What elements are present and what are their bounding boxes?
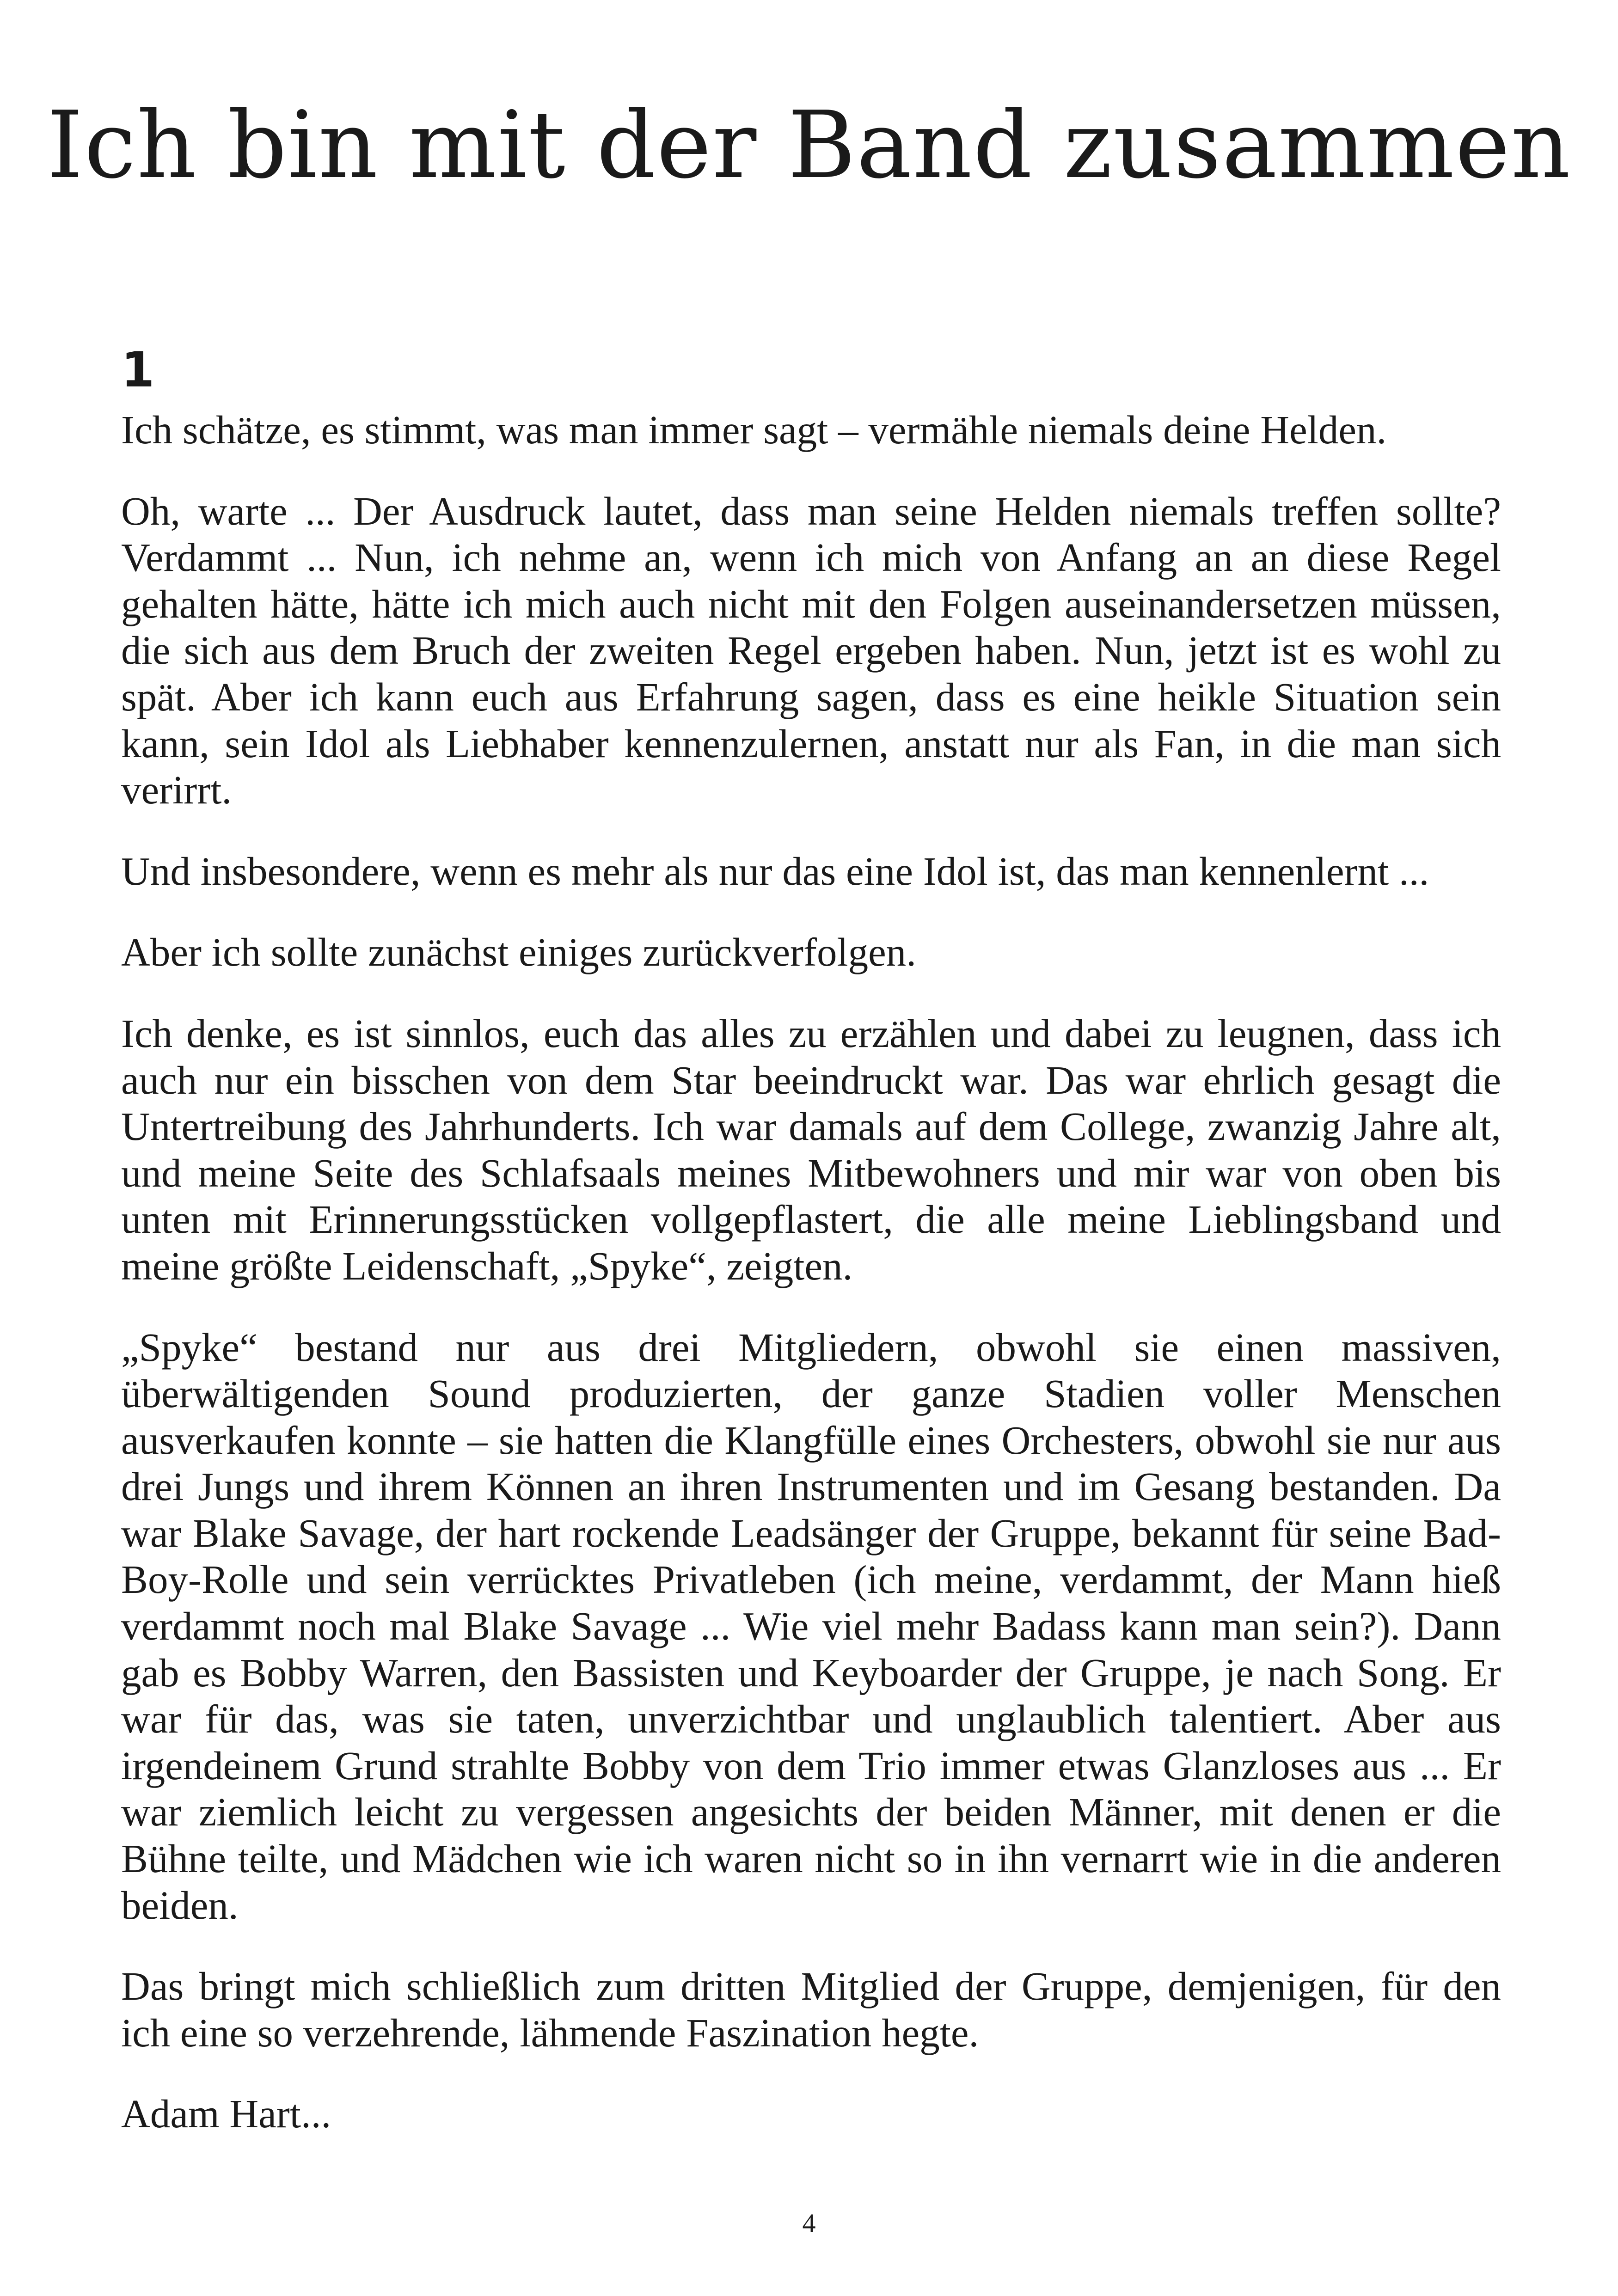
page-number: 4	[802, 2208, 816, 2238]
chapter-body	[121, 407, 1501, 2137]
paragraph: Oh, warte ... Der Ausdruck lautet, dass man seine Helden niemals treffen sollte? Verdammt ... Nun, ich nehme an, wenn ich mich von Anfang an an diese Regel gehalten hätte, hätte ich mich auch nicht mit den Folgen auseinandersetzen müssen, die sich aus dem Bruch der zweiten Regel ergeben haben. Nun, jetzt ist es wohl zu spät. Aber ich kann euch aus Erfahrung sagen, dass es eine heikle Situation sein kann, sein Idol als Liebhaber kennenzulernen, anstatt nur als Fan, in die man sich verirrt.	[121, 488, 1501, 813]
chapter-number: 1	[121, 342, 155, 398]
paragraph: Ich denke, es ist sinnlos, euch das alles zu erzählen und dabei zu leugnen, dass ich auch nur ein bisschen von dem Star beeindruckt war. Das war ehrlich gesagt die Untertreibung des Jahrhunderts. Ich war damals auf dem College, zwanzig Jahre alt, und meine Seite des Schlafsaals meines Mitbewohners und mir war von oben bis unten mit Erinnerungsstücken vollgepflastert, die alle meine Lieblingsband und meine größte Leidenschaft, „Spyke“, zeigten.	[121, 1010, 1501, 1288]
paragraph: „Spyke“ bestand nur aus drei Mitgliedern, obwohl sie einen massiven, überwältigenden Sound produzierten, der ganze Stadien voller Menschen ausverkaufen konnte – sie hatten die Klangfülle eines Orchesters, obwohl sie nur aus drei Jungs und ihrem Können an ihren Instrumenten und im Gesang bestanden. Da war Blake Savage, der hart rockende Leadsänger der Gruppe, bekannt für seine Bad-Boy-Rolle und sein verrücktes Privatleben (ich meine, verdammt, der Mann hieß verdammt noch mal Blake Savage ... Wie viel mehr Badass kann man sein?). Dann gab es Bobby Warren, den Bassisten und Keyboarder der Gruppe, je nach Song. Er war für das, was sie taten, unverzichtbar und unglaublich talentiert. Aber aus irgendeinem Grund strahlte Bobby von dem Trio immer etwas Glanzloses aus ... Er war ziemlich leicht zu vergessen angesichts der beiden Männer, mit denen er die Bühne teilte, und Mädchen wie ich waren nicht so in ihn vernarrt wie in die anderen beiden.	[121, 1324, 1501, 1928]
paragraph: Aber ich sollte zunächst einiges zurückverfolgen.	[121, 930, 917, 975]
paragraph: Ich schätze, es stimmt, was man immer sagt – vermähle niemals deine Helden.	[121, 407, 1387, 452]
paragraph: Adam Hart...	[121, 2091, 331, 2137]
paragraph: Das bringt mich schließlich zum dritten Mitglied der Gruppe, demjenigen, für den ich eine so verzehrende, lähmende Faszination hegte.	[121, 1964, 1501, 2055]
paragraph: Und insbesondere, wenn es mehr als nur das eine Idol ist, das man kennenlernt ...	[121, 848, 1429, 894]
book-title: Ich bin mit der Band zusammen	[46, 92, 1572, 199]
